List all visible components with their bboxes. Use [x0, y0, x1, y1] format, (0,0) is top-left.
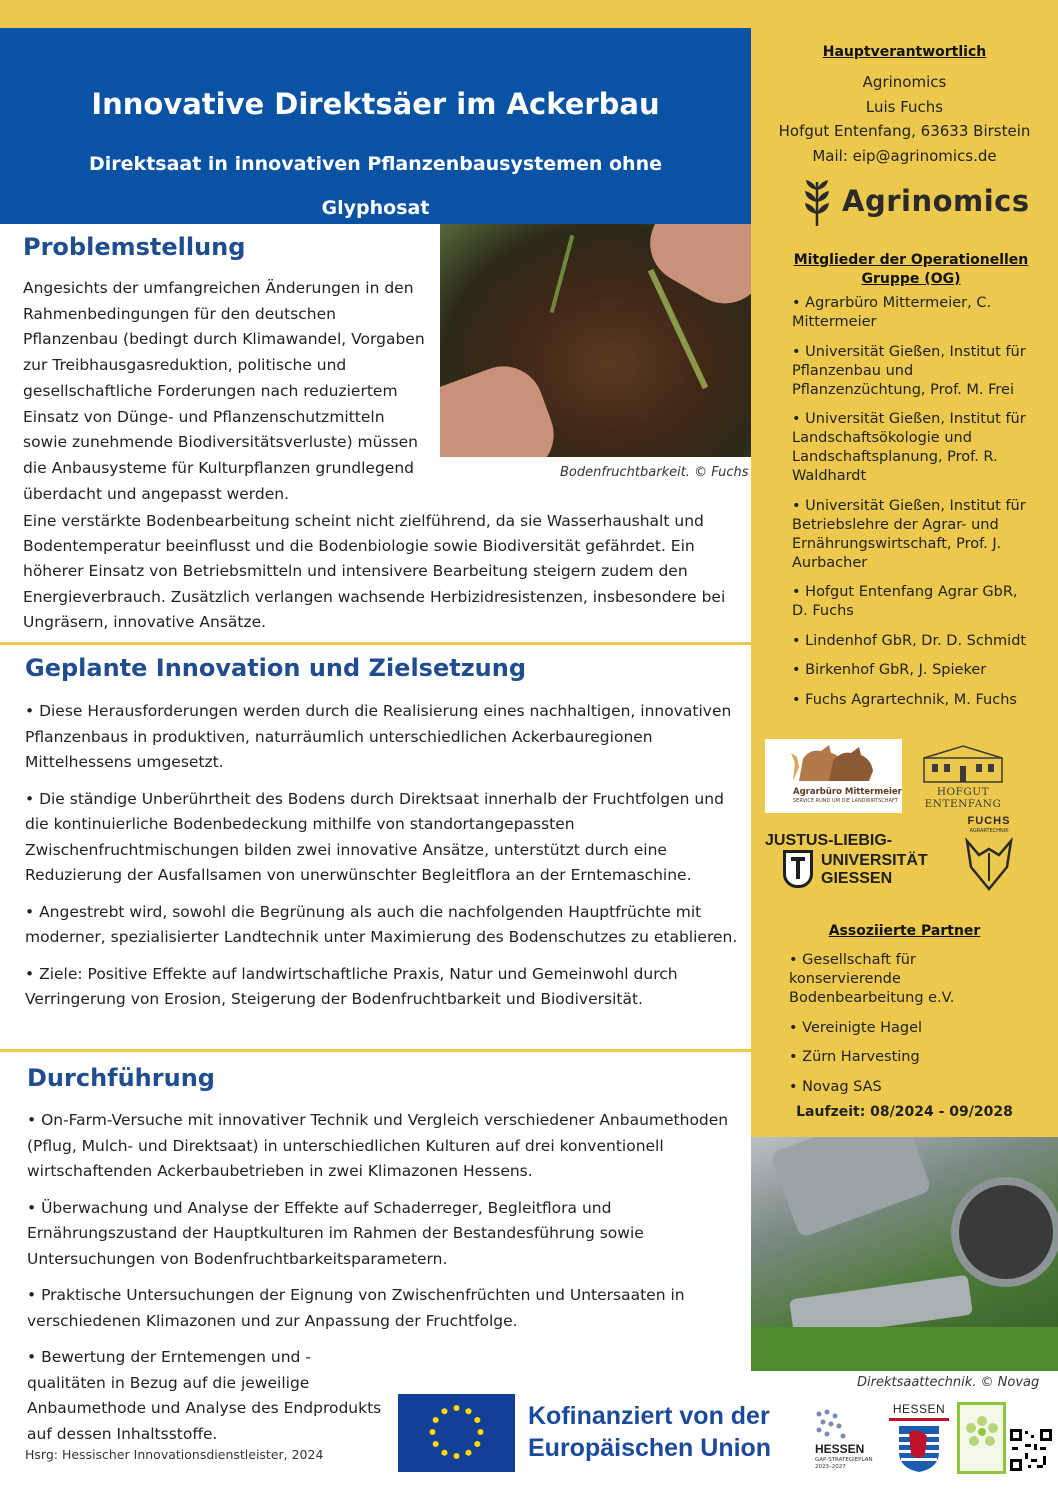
list-item: • Gesellschaft für konservierende Bodenbearbeitung e.V.: [789, 952, 955, 1006]
direct-seeding-photo: [751, 1137, 1058, 1371]
fuchs-agrartechnik-logo: [958, 815, 1020, 893]
eu-cofunding-text: [528, 1400, 771, 1464]
mittermeier-label: Agrarbüro Mittermeier: [793, 787, 902, 797]
list-item: • Fuchs Agrartechnik, M. Fuchs: [792, 691, 1017, 708]
hofgut-label: HOFGUT ENTENFANG: [924, 786, 1002, 810]
horse-icon: [789, 743, 879, 783]
eu-line1: Kofinanziert von der: [528, 1402, 770, 1430]
fuchs-sublabel: AGRARTECHNIK: [969, 828, 1009, 834]
list-item: • Diese Herausforderungen werden durch die Realisierung eines nachhaltigen, innovativen Pflanzenbaus in produktiven, naturräumlich unterschiedlichen Ackerbauregionen Mittelhessens umgesetzt.: [25, 702, 732, 771]
section-heading-durchfuehrung: Durchführung: [27, 1064, 215, 1092]
fuchs-label: FUCHS: [967, 815, 1011, 827]
runtime: Laufzeit: 08/2024 - 09/2028: [796, 1104, 1013, 1120]
hessen-gap-sublabel: GAP-STRATEGIEPLAN 2023–2027: [815, 1457, 873, 1470]
list-item: • On-Farm-Versuche mit innovativer Technik und Vergleich verschiedener Anbaumethoden (Pflug, Mulch- und Direktsaat) in unterschiedlichen Kulturen auf drei konventionell wirtschaftenden Ackerbaubetrieben in zwei Klimazonen Hessens.: [27, 1111, 729, 1180]
jlu-line1: JUSTUS-LIEBIG-: [765, 832, 893, 849]
mittermeier-logo: [765, 739, 902, 813]
header-banner: [0, 28, 751, 224]
list-item: • Lindenhof GbR, Dr. D. Schmidt: [792, 632, 1027, 649]
mittermeier-sublabel: SERVICE RUND UM DIE LANDWIRTSCHAFT: [793, 798, 898, 804]
list-item: • Angestrebt wird, sowohl die Begrünung als auch die nachfolgenden Hauptfrüchte mit moderner, spezialisierter Landtechnik unter Maximierung des Bodenschutzes zu etablieren.: [25, 902, 738, 946]
innovation-list: [25, 699, 740, 1024]
hessen-crest-logo: [889, 1402, 949, 1476]
publisher-note: Hsrg: Hessischer Innovationsdienstleister, 2024: [25, 1447, 324, 1462]
agrinomics-logo: [800, 178, 1030, 230]
wheat-icon: [800, 178, 834, 228]
section-divider: [0, 1049, 751, 1052]
list-item: • Agrarbüro Mittermeier, C. Mittermeier: [792, 295, 992, 330]
list-item: • Ziele: Positive Effekte auf landwirtschaftliche Praxis, Natur und Gemeinwohl durch Verringerung von Erosion, Steigerung der Bodenfruchtbarkeit und Biodiversität.: [25, 964, 678, 1008]
page-title: Innovative Direktsäer im Ackerbau: [91, 87, 660, 121]
lead-email: Mail: eip@agrinomics.de: [812, 146, 997, 165]
section-heading-innovation: Geplante Innovation und Zielsetzung: [25, 654, 527, 682]
problem-paragraph-1: Angesichts der umfangreichen Änderungen in den Rahmenbedingungen für den deutschen Pflanzenbau (bedingt durch Klimawandel, Vorgaben zur Treibhausgasreduktion, politische und gesellschaftliche Forderungen nach reduziertem Einsatz von Dünge- und Pflanzenschutzmitteln sowie zunehmende Biodiversitätsverluste) müssen die Anbausysteme für Kulturpflanzen grundlegend überdacht und angepasst werden.: [23, 279, 425, 503]
hessen-crest-label: HESSEN: [892, 1402, 946, 1416]
list-item: • Praktische Untersuchungen der Eignung von Zwischenfrüchten und Untersaaten in verschiedenen Klimazonen und zur Anpassung der Fruchtfolge.: [27, 1286, 685, 1330]
lion-crest-icon: [897, 1424, 941, 1474]
lead-line: Hofgut Entenfang, 63633 Birstein: [778, 122, 1031, 140]
soil-photo-caption: Bodenfruchtbarkeit. © Fuchs: [560, 465, 749, 480]
lead-heading: Hauptverantwortlich: [822, 44, 987, 60]
list-item: • Vereinigte Hagel: [789, 1019, 923, 1036]
list-item: • Universität Gießen, Institut für Pflanzenbau und Pflanzenzüchtung, Prof. M. Frei: [792, 343, 1026, 398]
fox-icon: [963, 837, 1015, 891]
jlu-line2: UNIVERSITÄT: [821, 852, 928, 869]
page-subtitle: Direktsaat in innovativen Pflanzenbausystemen ohne Glyphosat: [89, 153, 662, 219]
dots-icon: [813, 1408, 853, 1442]
eu-flag-icon: [398, 1394, 515, 1472]
list-item: • Universität Gießen, Institut für Betriebslehre der Agrar- und Ernährungswirtschaft, Prof. J. Aurbacher: [792, 497, 1026, 571]
eu-line2: Europäischen Union: [528, 1434, 772, 1462]
section-heading-problem: Problemstellung: [23, 233, 246, 261]
hofgut-entenfang-logo: [907, 742, 1019, 810]
list-item: • Zürn Harvesting: [789, 1049, 920, 1065]
lead-contact: [751, 70, 1058, 168]
lead-line: Luis Fuchs: [865, 97, 944, 116]
partners-heading: Assoziierte Partner: [828, 923, 981, 939]
list-item: • Überwachung und Analyse der Effekte auf Schaderreger, Begleitflora und Ernährungszustand der Hauptkulturen im Rahmen der Bestandesführung sowie Untersuchungen von Bodenfruchtbarkeitsparametern.: [27, 1198, 644, 1268]
problem-paragraph-2: Eine verstärkte Bodenbearbeitung scheint nicht zielführend, da sie Wasserhaushalt und Bodentemperatur beeinflusst und die Bodenbiologie sowie Biodiversität gefährdet. Ein höherer Einsatz von Betriebsmitteln und intensivere Bearbeitung steigern zudem den Energieverbrauch. Zusätzlich verlangen wachsende Herbizidresistenzen, insbesondere bei Ungräsern, innovative Ansätze.: [23, 512, 726, 631]
list-item: • Universität Gießen, Institut für Landschaftsökologie und Landschaftsplanung, Prof. R. Waldhardt: [792, 411, 1026, 484]
flower-icon: [962, 1413, 1002, 1453]
list-item: • Die ständige Unberührtheit des Bodens durch Direktsaat innerhalb der Fruchtfolgen und die kontinuierliche Bodenbedeckung mithilfe von standortangepassten Zwischenfruchtmischungen bilden zwei innovative Ansätze, unterstützt durch eine Reduzierung der Ausfallsamen von unerwünschter Begleitflora an der Erntemaschine.: [25, 789, 724, 884]
agrinomics-wordmark: Agrinomics: [842, 184, 1030, 218]
jlu-line3: GIESSEN: [821, 870, 893, 887]
list-item: • Hofgut Entenfang Agrar GbR, D. Fuchs: [792, 584, 1018, 619]
tech-photo-caption: Direktsaattechnik. © Novag: [857, 1375, 1040, 1390]
hessen-gap-logo: [809, 1408, 881, 1476]
eip-logo: [957, 1402, 1006, 1474]
jlu-shield-icon: [783, 850, 813, 888]
hessen-gap-label: HESSEN: [815, 1442, 865, 1456]
list-item: • Novag SAS: [789, 1078, 882, 1095]
partners-list: [789, 951, 1029, 1107]
list-item: • Bewertung der Erntemengen und -qualitäten in Bezug auf die jeweilige Anbaumethode und Analyse des Endprodukts auf dessen Inhaltsstoffe.: [27, 1348, 382, 1443]
soil-photo: [440, 224, 751, 457]
lead-line: Agrinomics: [862, 73, 947, 91]
section-divider: [0, 642, 751, 645]
list-item: • Birkenhof GbR, J. Spieker: [792, 662, 987, 678]
qr-code-icon: [1010, 1429, 1052, 1471]
og-heading: Mitglieder der Operationellen Gruppe (OG): [793, 252, 1029, 287]
jlu-giessen-logo: [765, 832, 930, 894]
building-icon: [922, 744, 1004, 784]
og-members-list: [792, 294, 1032, 720]
